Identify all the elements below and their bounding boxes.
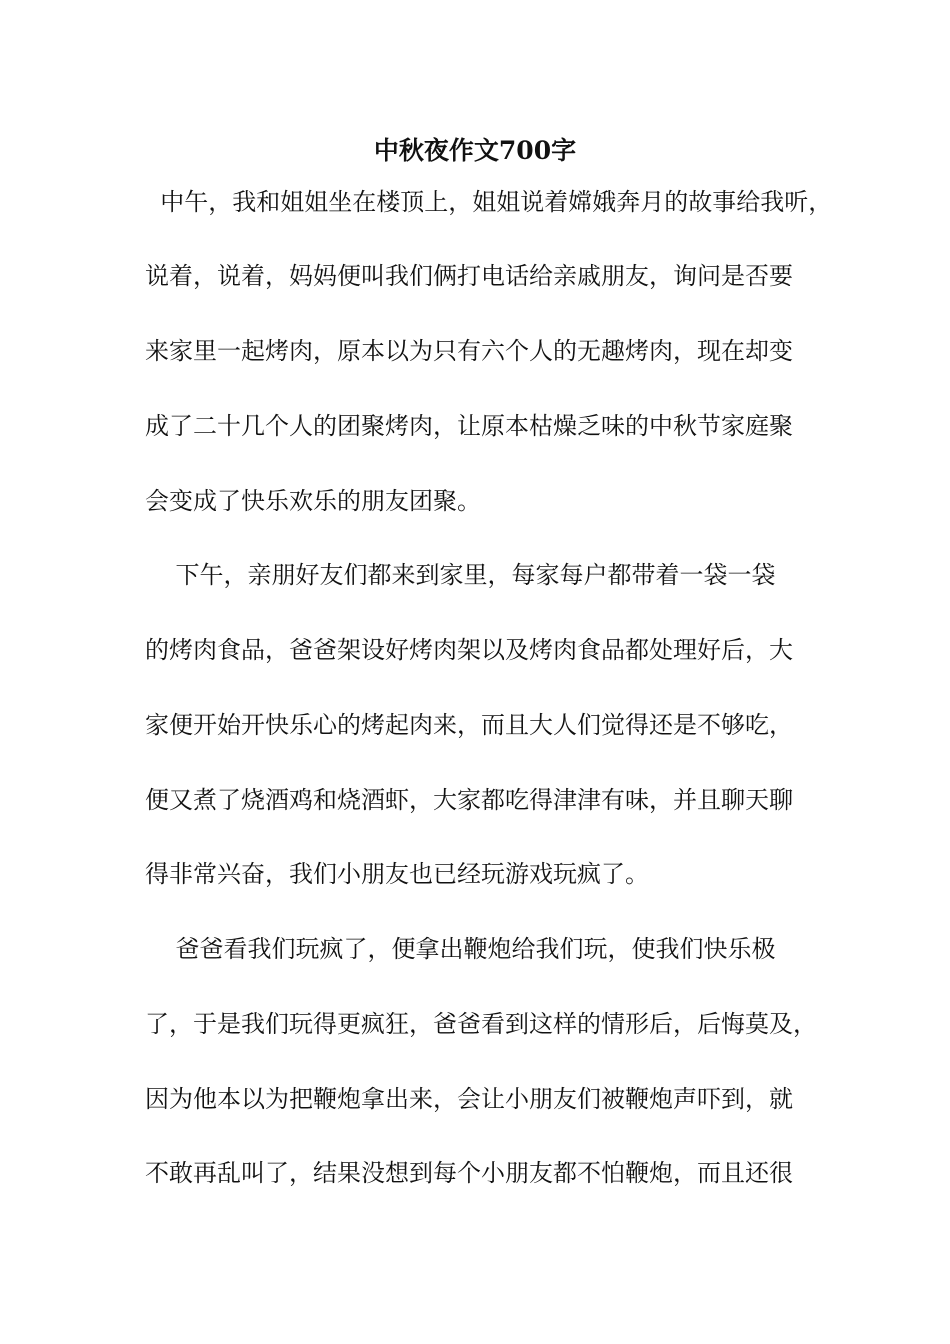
text-line: 家便开始开快乐心的烤起肉来，而且大人们觉得还是不够吃， [145, 711, 793, 739]
text-line: 不敢再乱叫了，结果没想到每个小朋友都不怕鞭炮，而且还很 [145, 1159, 793, 1187]
text-line: 爸爸看我们玩疯了，便拿出鞭炮给我们玩，使我们快乐极 [145, 935, 776, 963]
text-line: 下午，亲朋好友们都来到家里，每家每户都带着一袋一袋 [145, 561, 776, 589]
text-line: 来家里一起烤肉，原本以为只有六个人的无趣烤肉，现在却变 [145, 337, 793, 365]
text-line: 因为他本以为把鞭炮拿出来，会让小朋友们被鞭炮声吓到，就 [145, 1085, 793, 1113]
text-line: 得非常兴奋，我们小朋友也已经玩游戏玩疯了。 [145, 860, 649, 888]
text-line: 说着，说着，妈妈便叫我们俩打电话给亲戚朋友，询问是否要 [145, 262, 793, 290]
text-line: 成了二十几个人的团聚烤肉，让原本枯燥乏味的中秋节家庭聚 [145, 412, 793, 440]
document-title: 中秋夜作文700字 [373, 136, 577, 165]
text-line: 中午，我和姐姐坐在楼顶上，姐姐说着嫦娥奔月的故事给我听， [145, 188, 833, 216]
text-line: 便又煮了烧酒鸡和烧酒虾，大家都吃得津津有味，并且聊天聊 [145, 786, 793, 814]
text-line: 会变成了快乐欢乐的朋友团聚。 [145, 487, 481, 515]
text-line: 的烤肉食品，爸爸架设好烤肉架以及烤肉食品都处理好后，大 [145, 636, 793, 664]
text-line: 了，于是我们玩得更疯狂，爸爸看到这样的情形后，后悔莫及， [145, 1010, 817, 1038]
